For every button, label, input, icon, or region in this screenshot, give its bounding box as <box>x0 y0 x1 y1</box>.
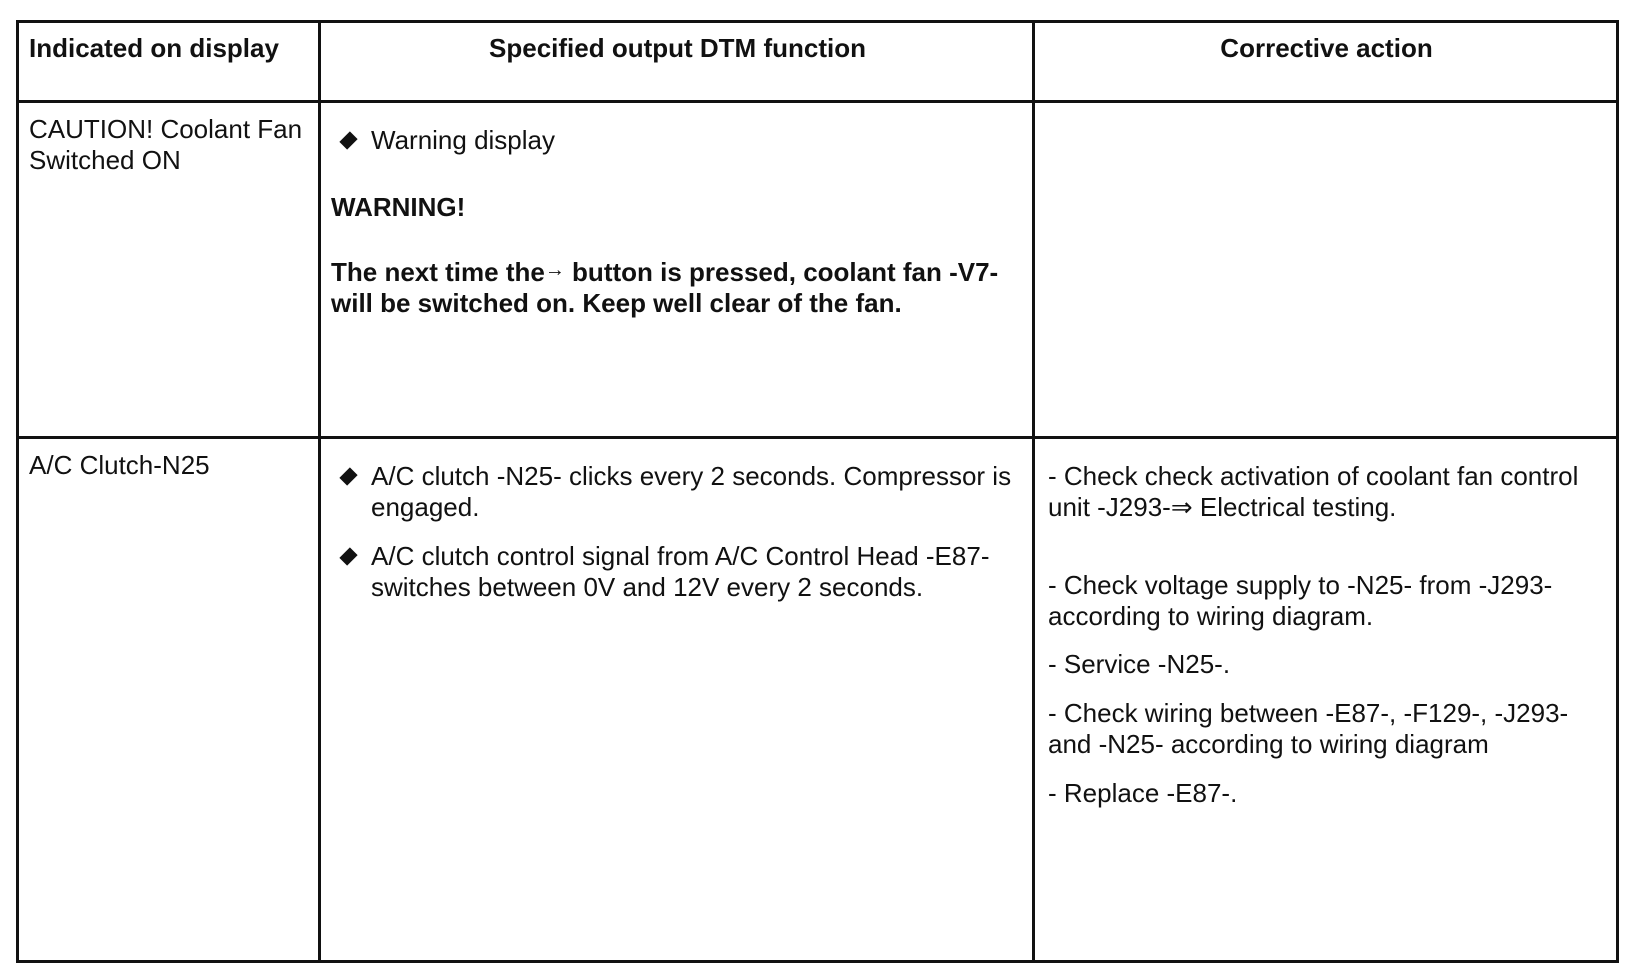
corrective-action-item: - Check check activation of coolant fan control unit -J293-⇒ Electrical testing. <box>1048 461 1579 522</box>
header-indicated-on-display <box>18 22 320 102</box>
table-row <box>18 102 1618 438</box>
dtm-output-table <box>16 20 1619 963</box>
diamond-bullet-icon <box>339 547 357 565</box>
bullet-item <box>321 125 1032 156</box>
corrective-action-item: - Check wiring between -E87-, -F129-, -J293- and -N25- according to wiring diagram <box>1048 698 1569 759</box>
warning-text <box>331 255 1014 319</box>
diamond-bullet-icon <box>339 467 357 485</box>
corrective-action-item: - Service -N25-. <box>1048 649 1231 679</box>
cell-indicated <box>18 102 320 438</box>
corrective-action-item: - Check voltage supply to -N25- from -J293- according to wiring diagram. <box>1048 570 1553 631</box>
cell-specified-output <box>320 102 1034 438</box>
cell-corrective-action <box>1034 438 1618 962</box>
cell-corrective-action <box>1034 102 1618 438</box>
bullet-text: A/C clutch -N25- clicks every 2 seconds. Compressor is engaged. <box>371 461 1012 522</box>
header-label: Specified output DTM function <box>489 33 866 63</box>
table-header-row <box>18 22 1618 102</box>
indicated-text: A/C Clutch-N25 <box>29 450 210 480</box>
right-arrow-icon: → <box>544 259 565 281</box>
indicated-text: CAUTION! Coolant Fan Switched ON <box>29 114 303 175</box>
warning-text-end: button is pressed, coolant fan -V7- will be switched on. Keep well clear of the fan. <box>331 257 999 318</box>
corrective-action-item: - Replace -E87-. <box>1048 778 1238 808</box>
diamond-bullet-icon <box>339 131 357 149</box>
cell-specified-output <box>320 438 1034 962</box>
table-row <box>18 438 1618 962</box>
header-label: Indicated on display <box>29 33 279 63</box>
corrective-action-list <box>1035 461 1616 809</box>
warning-title: WARNING! <box>331 192 466 222</box>
cell-indicated <box>18 438 320 962</box>
header-corrective-action <box>1034 22 1618 102</box>
bullet-item <box>321 461 1032 523</box>
bullet-text: Warning display <box>371 125 556 155</box>
bullet-text: A/C clutch control signal from A/C Control Head -E87- switches between 0V and 12V every 2 seconds. <box>371 541 990 602</box>
warning-text-start: The next time the <box>331 257 545 287</box>
bullet-item <box>321 541 1032 603</box>
header-specified-output <box>320 22 1034 102</box>
header-label: Corrective action <box>1220 33 1433 63</box>
